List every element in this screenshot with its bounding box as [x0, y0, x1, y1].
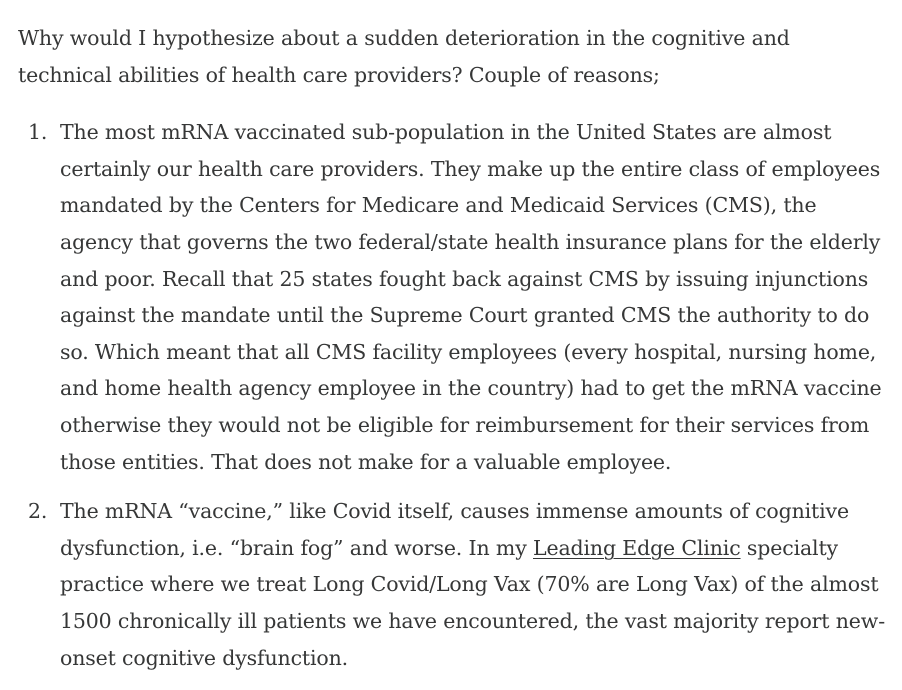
list-item-number: 2.	[28, 499, 48, 524]
reasons-list	[18, 114, 888, 676]
list-item-number: 1.	[28, 120, 48, 145]
list-item	[18, 493, 888, 676]
list-item-text-after-link: specialty practice where we treat Long Covid/Long Vax (70% are Long Vax) of the almost 1500 chronically ill patients we have encountered, the vast majority report new-onset cognitive dysfunction.	[60, 535, 885, 670]
leading-edge-clinic-link[interactable]: Leading Edge Clinic	[533, 535, 741, 560]
list-item	[18, 114, 888, 480]
list-item-text-before-link: The mRNA “vaccine,” like Covid itself, causes immense amounts of cognitive dysfunction, i.e. “brain fog” and worse. In my	[60, 499, 849, 560]
intro-paragraph: Why would I hypothesize about a sudden deterioration in the cognitive and technical abilities of health care providers? Couple of reasons;	[18, 26, 790, 87]
article-body	[18, 20, 888, 689]
list-item-text: The most mRNA vaccinated sub-population in the United States are almost certainly our health care providers. They make up the entire class of employees mandated by the Centers for Medicare and Medicaid Services (CMS), the agency that governs the two federal/state health insurance plans for the elderly and poor. Recall that 25 states fought back against CMS by issuing injunctions against the mandate until the Supreme Court granted CMS the authority to do so. Which meant that all CMS facility employees (every hospital, nursing home, and home health agency employee in the country) had to get the mRNA vaccine otherwise they would not be eligible for reimbursement for their services from those entities. That does not make for a valuable employee.	[60, 120, 882, 474]
